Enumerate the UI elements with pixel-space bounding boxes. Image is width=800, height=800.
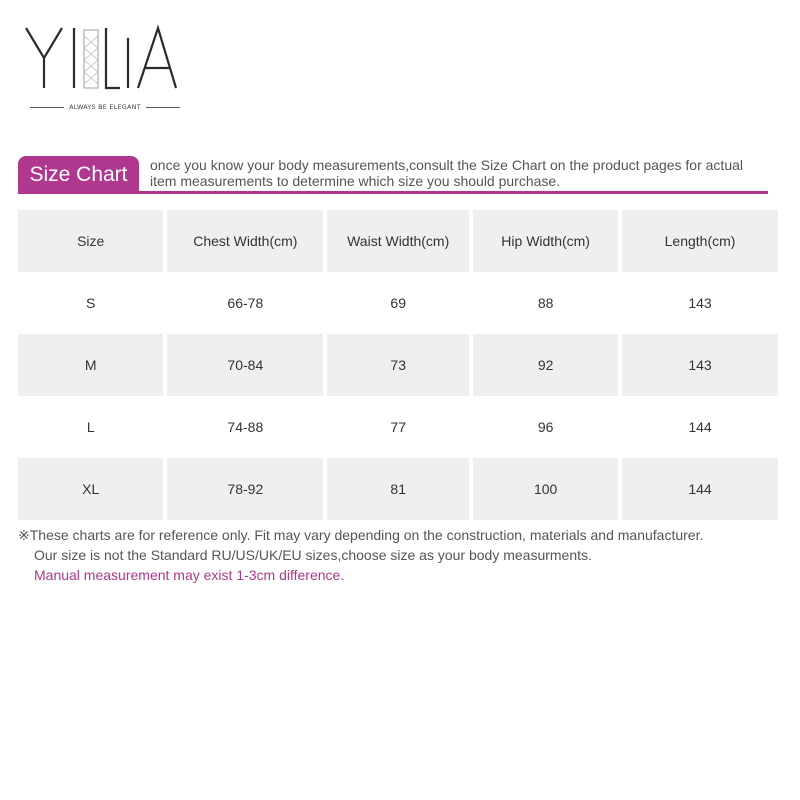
note-measurement-difference: Manual measurement may exist 1-3cm difference. (34, 567, 345, 583)
brand-tagline: ALWAYS BE ELEGANT (69, 103, 141, 111)
column-header-hip: Hip Width(cm) (473, 210, 618, 272)
cell-size: XL (18, 458, 163, 520)
table-row (18, 272, 778, 334)
column-header-length: Length(cm) (622, 210, 778, 272)
header-divider (18, 191, 768, 194)
cell-length: 144 (622, 458, 778, 520)
cell-waist: 69 (327, 272, 469, 334)
cell-chest: 74-88 (167, 396, 323, 458)
cell-hip: 92 (473, 334, 618, 396)
cell-length: 143 (622, 272, 778, 334)
cell-chest: 70-84 (167, 334, 323, 396)
size-chart-intro: once you know your body measurements,consult the Size Chart on the product pages for actual item measurements to determine which size you should purchase. (150, 157, 744, 189)
divider (30, 107, 64, 108)
column-header-chest: Chest Width(cm) (167, 210, 323, 272)
cell-size: S (18, 272, 163, 334)
cell-size: L (18, 396, 163, 458)
cell-hip: 100 (473, 458, 618, 520)
brand-tagline-row (30, 101, 180, 113)
size-notes (18, 525, 788, 585)
size-table (14, 210, 782, 520)
cell-length: 143 (622, 334, 778, 396)
size-chart-badge: Size Chart (18, 156, 139, 193)
cell-length: 144 (622, 396, 778, 458)
cell-waist: 81 (327, 458, 469, 520)
column-header-waist: Waist Width(cm) (327, 210, 469, 272)
cell-waist: 77 (327, 396, 469, 458)
cell-chest: 66-78 (167, 272, 323, 334)
table-row (18, 396, 778, 458)
cell-size: M (18, 334, 163, 396)
table-row (18, 334, 778, 396)
table-row (18, 458, 778, 520)
cell-waist: 73 (327, 334, 469, 396)
size-chart-header (18, 156, 768, 194)
note-disclaimer: ※These charts are for reference only. Fit may vary depending on the construction, materials and manufacturer. (18, 527, 704, 543)
cell-chest: 78-92 (167, 458, 323, 520)
divider (146, 107, 180, 108)
table-header-row (18, 210, 778, 272)
note-standard-sizes: Our size is not the Standard RU/US/UK/EU sizes,choose size as your body measurments. (34, 547, 592, 563)
cell-hip: 96 (473, 396, 618, 458)
column-header-size: Size (18, 210, 163, 272)
cell-hip: 88 (473, 272, 618, 334)
brand-logo-mark (24, 22, 184, 97)
